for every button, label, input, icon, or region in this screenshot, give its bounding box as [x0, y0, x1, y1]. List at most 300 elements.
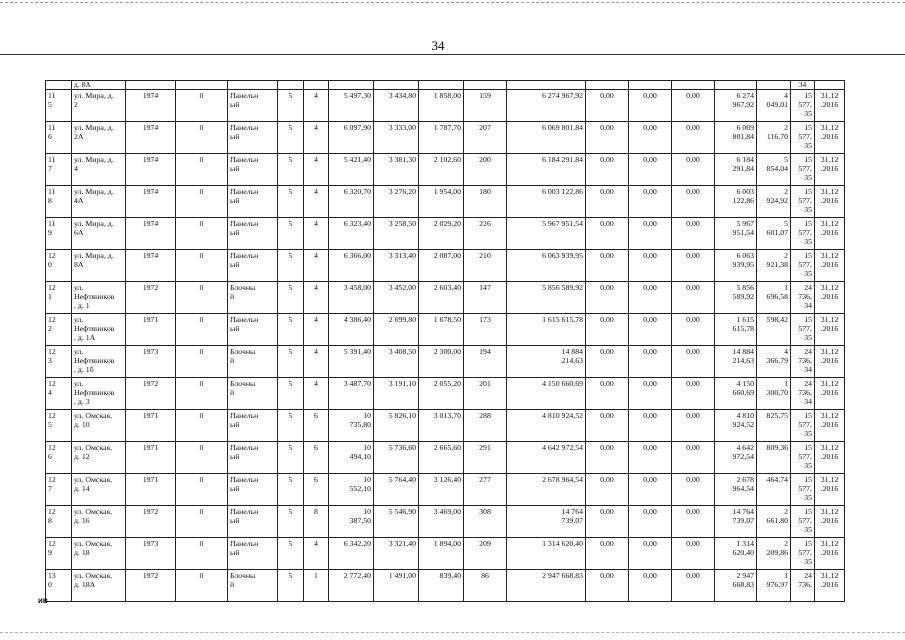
cell-floors: 5	[278, 442, 304, 474]
cell-owner-funds: 6 274 967,92	[715, 90, 757, 122]
cell-address: ул. Мира, д. 4	[72, 154, 126, 186]
cell-area-3: 3 013,70	[419, 410, 464, 442]
cell-area-3: 1 787,70	[419, 122, 464, 154]
cell-cost: 4 150 660,69	[507, 378, 586, 410]
cell-wall-type: Блочны й	[228, 282, 278, 314]
cell-fund-1: 0,00	[586, 570, 629, 602]
cell-owner-funds: 14 764 739,07	[715, 506, 757, 538]
cell-residents: 288	[464, 410, 507, 442]
cell-entrances: 4	[304, 218, 329, 250]
cell-limit: 15 577, 35	[791, 250, 815, 282]
cell-idx	[46, 81, 72, 90]
cell-index: 12 0	[46, 250, 72, 282]
cell-total-area: 5 421,40	[329, 154, 374, 186]
cell-residents: 207	[464, 122, 507, 154]
cell-floors: 5	[278, 282, 304, 314]
cell-floors: 5	[278, 90, 304, 122]
cell-wall-type: Панельн ый	[228, 410, 278, 442]
cell-residents: 209	[464, 538, 507, 570]
cell-per-sqm: 2 921,38	[757, 250, 791, 282]
cell-address: ул. Мира, д. 4А	[72, 186, 126, 218]
cell-fund-1: 0,00	[586, 378, 629, 410]
cell-fund-1: 0,00	[586, 250, 629, 282]
cell-floors: 5	[278, 218, 304, 250]
cell-floors: 5	[278, 314, 304, 346]
cell-fund-2: 0,00	[629, 90, 672, 122]
cell-fund-3: 0,00	[672, 90, 715, 122]
cell-deadline: 31.12 .2016	[815, 314, 845, 346]
cell-fund-1: 0,00	[586, 474, 629, 506]
cell-fund-2: 0,00	[629, 250, 672, 282]
cell-year: 1974	[126, 154, 176, 186]
cell-deadline: 31.12 .2016	[815, 538, 845, 570]
table-row	[46, 570, 845, 602]
cell-total-area: 5 391,40	[329, 346, 374, 378]
cell-floors: 5	[278, 474, 304, 506]
cell-wall-type: Панельн ый	[228, 218, 278, 250]
cell-fund-3: 0,00	[672, 538, 715, 570]
cell-cost: 4 810 924,52	[507, 410, 586, 442]
scan-bottom-edge	[0, 632, 905, 633]
cell-fund-1: 0,00	[586, 282, 629, 314]
cell-limit: 15 577, 35	[791, 154, 815, 186]
cell-living-area: 3 434,80	[374, 90, 419, 122]
cell-residents: 86	[464, 570, 507, 602]
table-row	[46, 538, 845, 570]
page-number: 34	[431, 38, 445, 53]
cell-address: ул. Омская, д. 18А	[72, 570, 126, 602]
cell-wall-type: Панельн ый	[228, 506, 278, 538]
cell-area-3: 839,40	[419, 570, 464, 602]
cell-residents: 180	[464, 186, 507, 218]
cell-entrances: 8	[304, 506, 329, 538]
cell-cost: 14 884 214,63	[507, 346, 586, 378]
cell-per-sqm: 5 854,04	[757, 154, 791, 186]
cell-per-sqm: 2 661,80	[757, 506, 791, 538]
cell-floors: 5	[278, 538, 304, 570]
cell-per-sqm: 2 924,92	[757, 186, 791, 218]
cell-zero: 0	[176, 90, 228, 122]
cell-total-area: 5 497,30	[329, 90, 374, 122]
table-row	[46, 474, 845, 506]
cell-residents: 201	[464, 378, 507, 410]
table-row	[46, 250, 845, 282]
cell-fund-2: 0,00	[629, 442, 672, 474]
cell-cost: 5 856 589,92	[507, 282, 586, 314]
cell-floors: 5	[278, 250, 304, 282]
cell-fund-1: 0,00	[586, 90, 629, 122]
cell-fund-3: 0,00	[672, 442, 715, 474]
cell-wall-type: Панельн ый	[228, 442, 278, 474]
cell-zero: 0	[176, 570, 228, 602]
cell-area-3: 2 300,00	[419, 346, 464, 378]
cell-residents: 194	[464, 346, 507, 378]
cell-living-area: 5 826,10	[374, 410, 419, 442]
cell-address: ул. Нефтяников , д. 1	[72, 282, 126, 314]
housing-registry-table	[45, 80, 845, 602]
cell-fund-2: 0,00	[629, 346, 672, 378]
cell-total-area: 10 494,10	[329, 442, 374, 474]
cell-per-sqm: 2 209,86	[757, 538, 791, 570]
cell-owner-funds: 5 967 951,54	[715, 218, 757, 250]
cell-index: 12 3	[46, 346, 72, 378]
cell-fund-3: 0,00	[672, 378, 715, 410]
cell-cost: 1 615 615,78	[507, 314, 586, 346]
cell-floors: 5	[278, 346, 304, 378]
cell-floors: 5	[278, 410, 304, 442]
cell-area-3: 2 102,60	[419, 154, 464, 186]
cell-address: ул. Омская, д. 12	[72, 442, 126, 474]
cell-owner-funds: 6 069 801,84	[715, 122, 757, 154]
cell-zero: 0	[176, 410, 228, 442]
cell-fund-3: 0,00	[672, 186, 715, 218]
cell-area-3: 1 858,00	[419, 90, 464, 122]
cell-limit: 15 577, 35	[791, 122, 815, 154]
cell-fund-2: 0,00	[629, 410, 672, 442]
cell-owner-funds: 5 856 589,92	[715, 282, 757, 314]
table-row	[46, 122, 845, 154]
cell-address: ул. Омская, д. 16	[72, 506, 126, 538]
cell-residents: 308	[464, 506, 507, 538]
cell-deadline: 31.12 .2016	[815, 442, 845, 474]
cell-zero: 0	[176, 378, 228, 410]
cell-owner-funds: 6 063 939,95	[715, 250, 757, 282]
cell-entrances: 4	[304, 186, 329, 218]
cell-owner-funds: 4 810 924,52	[715, 410, 757, 442]
cell-zero: 0	[176, 506, 228, 538]
cell-fund-1: 0,00	[586, 122, 629, 154]
cell-entrances: 4	[304, 314, 329, 346]
cell-wall-type: Блочны й	[228, 378, 278, 410]
cell-cost: 4 642 972,54	[507, 442, 586, 474]
cell-year: 1971	[126, 410, 176, 442]
cell-entrances: 4	[304, 538, 329, 570]
cell-fund-1: 0,00	[586, 506, 629, 538]
cell-fund-2: 0,00	[629, 314, 672, 346]
footer-mark: ив	[38, 596, 48, 605]
cell-entrances: 4	[304, 122, 329, 154]
cell-zero: 0	[176, 442, 228, 474]
cell-total-area: 6 342,20	[329, 538, 374, 570]
cell-zero: 0	[176, 314, 228, 346]
cell-fund-2: 0,00	[629, 186, 672, 218]
cell-wall-type: Панельн ый	[228, 90, 278, 122]
cell-index: 11 9	[46, 218, 72, 250]
cell-fund-2: 0,00	[629, 506, 672, 538]
cell-floors: 5	[278, 186, 304, 218]
cell-fund-1: 0,00	[586, 218, 629, 250]
cell-total-area: 10 387,50	[329, 506, 374, 538]
cell-wall-type: Панельн ый	[228, 154, 278, 186]
cell-limit: 15 577, 35	[791, 506, 815, 538]
cell-address: ул. Нефтяников , д. 1б	[72, 346, 126, 378]
cell-residents: 147	[464, 282, 507, 314]
cell-fund-3: 0,00	[672, 282, 715, 314]
cell-total-area: 6 366,00	[329, 250, 374, 282]
cell-deadline: 31.12 .2016	[815, 90, 845, 122]
cell-per-sqm: 5 601,07	[757, 218, 791, 250]
cell-area-3: 1 954,00	[419, 186, 464, 218]
cell-zero: 0	[176, 346, 228, 378]
cell-address: ул. Омская, д. 14	[72, 474, 126, 506]
cell-area-3: 2 087,00	[419, 250, 464, 282]
cell-entrances: 6	[304, 442, 329, 474]
table-row	[46, 442, 845, 474]
cell-per-sqm: 598,42	[757, 314, 791, 346]
cell-limit: 15 577, 35	[791, 410, 815, 442]
cell-per-sqm: 4 049,01	[757, 90, 791, 122]
cell-residents: 226	[464, 218, 507, 250]
cell-per-sqm: 1 976,97	[757, 570, 791, 602]
cell-floors: 5	[278, 378, 304, 410]
cell-limit: 15 577, 35	[791, 314, 815, 346]
cell-fund-3: 0,00	[672, 346, 715, 378]
cell-fund-2: 0,00	[629, 474, 672, 506]
cell-owner-funds: 4 642 972,54	[715, 442, 757, 474]
cell-year: 1972	[126, 282, 176, 314]
table-row	[46, 378, 845, 410]
cell-year: 1972	[126, 378, 176, 410]
cell-entrances: 6	[304, 474, 329, 506]
cell-index: 12 7	[46, 474, 72, 506]
cell-wall-type: Панельн ый	[228, 122, 278, 154]
cell-year: 1973	[126, 538, 176, 570]
cell-limit: 15 577, 35	[791, 538, 815, 570]
cell-index: 12 8	[46, 506, 72, 538]
cell-fund-1: 0,00	[586, 346, 629, 378]
cell-living-area: 3 258,50	[374, 218, 419, 250]
cell-entrances: 4	[304, 346, 329, 378]
cell-entrances: 6	[304, 410, 329, 442]
cell-area-3: 2 665,60	[419, 442, 464, 474]
cell-fund-1: 0,00	[586, 538, 629, 570]
cell-deadline: 31.12 .2016	[815, 154, 845, 186]
cell-area-3: 2 029,20	[419, 218, 464, 250]
cell-address: ул. Мира, д. 2А	[72, 122, 126, 154]
cell-living-area: 3 408,50	[374, 346, 419, 378]
cell-cost: 14 764 739,07	[507, 506, 586, 538]
cell-zero: 0	[176, 282, 228, 314]
cell-residents: 291	[464, 442, 507, 474]
cell-deadline: 31.12 .2016	[815, 250, 845, 282]
cell-cost: 6 184 291,84	[507, 154, 586, 186]
cell-address: ул. Нефтяников , д. 3	[72, 378, 126, 410]
cell-cost: 6 069 801,84	[507, 122, 586, 154]
cell-deadline: 31.12 .2016	[815, 282, 845, 314]
cell-fund-2: 0,00	[629, 122, 672, 154]
cell-living-area: 2 699,80	[374, 314, 419, 346]
cell-year: 1971	[126, 474, 176, 506]
cell-total-area: 3 487,70	[329, 378, 374, 410]
cell-fund-1: 0,00	[586, 410, 629, 442]
cell-fund-3: 0,00	[672, 154, 715, 186]
cell-address: ул. Омская, д. 18	[72, 538, 126, 570]
cell-area-3: 2 055,20	[419, 378, 464, 410]
cell-wall-type: Блочны й	[228, 570, 278, 602]
cell-deadline: 31.12 .2016	[815, 346, 845, 378]
cell-address: д. 8А	[72, 81, 126, 90]
cell-living-area: 5 736,60	[374, 442, 419, 474]
cell-year: 1971	[126, 314, 176, 346]
cell-index: 11 5	[46, 90, 72, 122]
cell-fund-1: 0,00	[586, 186, 629, 218]
cell-area-3: 2 603,40	[419, 282, 464, 314]
cell-fund-3: 0,00	[672, 570, 715, 602]
cell-living-area: 3 191,10	[374, 378, 419, 410]
cell-address: ул. Омская, д. 10	[72, 410, 126, 442]
cell-wall-type: Панельн ый	[228, 250, 278, 282]
cell-floors: 5	[278, 122, 304, 154]
cell-year: 1973	[126, 346, 176, 378]
cell-cost: 6 274 967,92	[507, 90, 586, 122]
cell-year: 1972	[126, 570, 176, 602]
cell-per-sqm: 464,74	[757, 474, 791, 506]
cell-fund-1: 0,00	[586, 154, 629, 186]
cell-fund-3: 0,00	[672, 218, 715, 250]
table-row	[46, 506, 845, 538]
cell-area-3: 1 678,50	[419, 314, 464, 346]
cell-fund-2: 0,00	[629, 154, 672, 186]
cell-fund-3: 0,00	[672, 506, 715, 538]
cell-total-area: 2 772,40	[329, 570, 374, 602]
cell-limit: 15 577, 35	[791, 218, 815, 250]
cell-deadline: 31.12 .2016	[815, 186, 845, 218]
cell-fund-3: 0,00	[672, 474, 715, 506]
cell-address: ул. Мира, д. 8А	[72, 250, 126, 282]
cell-total-area: 4 386,40	[329, 314, 374, 346]
cell-per-sqm: 825,75	[757, 410, 791, 442]
cell-cost: 6 063 939,95	[507, 250, 586, 282]
cell-owner-funds: 4 150 660,69	[715, 378, 757, 410]
cell-index: 12 1	[46, 282, 72, 314]
cell-wall-type: Блочны й	[228, 346, 278, 378]
cell-per-sqm: 2 116,70	[757, 122, 791, 154]
cell-total-area: 10 735,80	[329, 410, 374, 442]
cell-living-area: 3 321,40	[374, 538, 419, 570]
cell-index: 12 4	[46, 378, 72, 410]
cell-deadline: 31.12 .2016	[815, 122, 845, 154]
cell-entrances: 4	[304, 90, 329, 122]
cell-wall-type: Панельн ый	[228, 474, 278, 506]
cell-fund-2: 0,00	[629, 282, 672, 314]
cell-owner-funds: 6 184 291,84	[715, 154, 757, 186]
cell-cost: 2 678 964,54	[507, 474, 586, 506]
cell-entrances: 4	[304, 378, 329, 410]
cell-owner-funds: 14 884 214,63	[715, 346, 757, 378]
cell-limit: 24 736, 34	[791, 346, 815, 378]
cell-area-3: 3 126,40	[419, 474, 464, 506]
cell-fund-2: 0,00	[629, 570, 672, 602]
cell-index: 11 8	[46, 186, 72, 218]
table-row	[46, 218, 845, 250]
cell-deadline: 31.12 .2016	[815, 410, 845, 442]
cell-wall-type: Панельн ый	[228, 538, 278, 570]
cell-zero: 0	[176, 474, 228, 506]
cell-year: 1974	[126, 186, 176, 218]
cell-total-area: 3 458,00	[329, 282, 374, 314]
cell-index: 13 0	[46, 570, 72, 602]
cell-fund-3: 0,00	[672, 250, 715, 282]
cell-wall-type: Панельн ый	[228, 186, 278, 218]
cell-year: 1974	[126, 122, 176, 154]
cell-per-sqm: 1 696,58	[757, 282, 791, 314]
cell-zero: 0	[176, 250, 228, 282]
cell-living-area: 1 491,00	[374, 570, 419, 602]
cell-fund-1: 0,00	[586, 442, 629, 474]
cell-total-area: 6 323,40	[329, 218, 374, 250]
cell-owner-funds: 2 678 964,54	[715, 474, 757, 506]
cell-fund-2: 0,00	[629, 378, 672, 410]
cell-floors: 5	[278, 506, 304, 538]
table-row	[46, 186, 845, 218]
cell-index: 11 7	[46, 154, 72, 186]
table-row	[46, 90, 845, 122]
cell-fund-2: 0,00	[629, 538, 672, 570]
cell-total-area: 6 097,90	[329, 122, 374, 154]
cell-limit: 15 577, 35	[791, 474, 815, 506]
table-row	[46, 314, 845, 346]
header-rule	[0, 54, 905, 55]
cell-wall-type: Панельн ый	[228, 314, 278, 346]
table-row	[46, 410, 845, 442]
cell-owner-funds: 1 615 615,78	[715, 314, 757, 346]
cell-zero: 0	[176, 154, 228, 186]
cell-cost: 2 947 668,83	[507, 570, 586, 602]
table-row	[46, 282, 845, 314]
cell-limit: 15 577, 35	[791, 90, 815, 122]
cell-living-area: 3 452,00	[374, 282, 419, 314]
cell-per-sqm: 4 366,79	[757, 346, 791, 378]
cell-index: 11 6	[46, 122, 72, 154]
cell-living-area: 5 764,40	[374, 474, 419, 506]
table-row	[46, 346, 845, 378]
cell-year: 1974	[126, 250, 176, 282]
cell-total-area: 6 320,70	[329, 186, 374, 218]
cell-living-area: 3 333,00	[374, 122, 419, 154]
cell-per-sqm: 809,36	[757, 442, 791, 474]
cell-year: 1972	[126, 506, 176, 538]
cell-cost: 6 003 122,86	[507, 186, 586, 218]
cell-address: ул. Мира, д. 6А	[72, 218, 126, 250]
cell-limit: 15 577, 35	[791, 442, 815, 474]
scan-top-edge	[0, 2, 905, 3]
cell-residents: 200	[464, 154, 507, 186]
cell-owner-funds: 1 314 620,40	[715, 538, 757, 570]
cell-total-area: 10 552,10	[329, 474, 374, 506]
cell-limit: 15 577, 35	[791, 186, 815, 218]
cell-deadline: 31.12 .2016	[815, 506, 845, 538]
cell-limit: 24 736, 34	[791, 282, 815, 314]
cell-last: 34	[791, 81, 815, 90]
cell-area-3: 3 469,00	[419, 506, 464, 538]
cell-zero: 0	[176, 122, 228, 154]
cell-deadline: 31.12 .2016	[815, 378, 845, 410]
cell-living-area: 3 276,20	[374, 186, 419, 218]
cell-fund-3: 0,00	[672, 122, 715, 154]
cell-residents: 159	[464, 90, 507, 122]
cell-fund-2: 0,00	[629, 218, 672, 250]
cell-fund-1: 0,00	[586, 314, 629, 346]
cell-entrances: 1	[304, 570, 329, 602]
cell-deadline: 31.12 .2016	[815, 474, 845, 506]
continuation-row	[46, 81, 845, 90]
cell-owner-funds: 2 947 668,83	[715, 570, 757, 602]
cell-residents: 277	[464, 474, 507, 506]
cell-floors: 5	[278, 154, 304, 186]
cell-index: 12 5	[46, 410, 72, 442]
cell-entrances: 4	[304, 154, 329, 186]
cell-year: 1971	[126, 442, 176, 474]
